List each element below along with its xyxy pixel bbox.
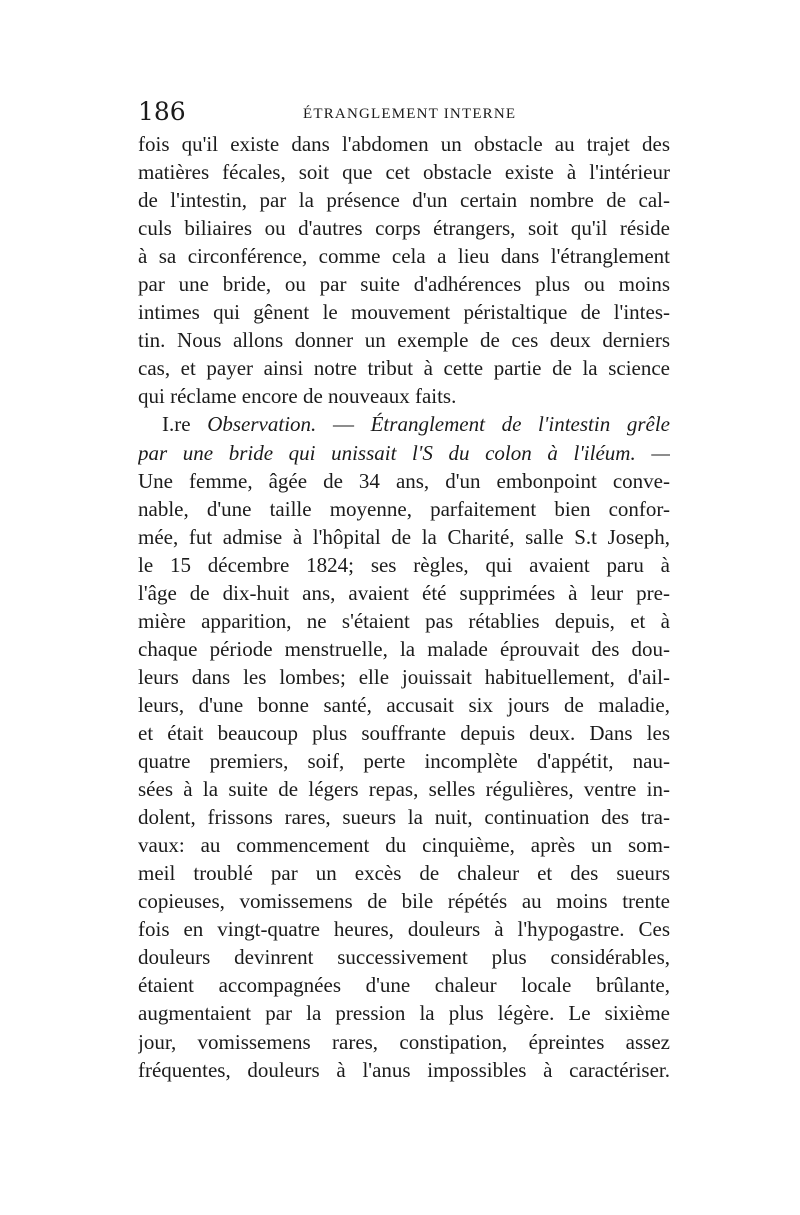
text-line: chaque période menstruelle, la malade éprouvait des dou- bbox=[138, 636, 670, 661]
text-line: fois en vingt-quatre heures, douleurs à l'hypogastre. Ces bbox=[138, 917, 670, 942]
text-line: de l'intestin, par la présence d'un certain nombre de cal- bbox=[138, 188, 670, 213]
text-line: sées à la suite de légers repas, selles régulières, ventre in- bbox=[138, 777, 670, 802]
body-text bbox=[138, 130, 670, 1084]
text-line: mée, fut admise à l'hôpital de la Charité, salle S.t Joseph, bbox=[138, 524, 670, 549]
text-line: dolent, frissons rares, sueurs la nuit, continuation des tra- bbox=[138, 805, 670, 830]
page-number: 186 bbox=[138, 97, 186, 126]
text-line: leurs dans les lombes; elle jouissait habituellement, d'ail- bbox=[138, 664, 670, 689]
running-head bbox=[138, 97, 670, 127]
text-line: augmentaient par la pression la plus légère. Le sixième bbox=[138, 1001, 670, 1026]
observation-label: Observation. bbox=[207, 412, 317, 437]
observation-number: I.re bbox=[162, 412, 191, 437]
text-line: et était beaucoup plus souffrante depuis deux. Dans les bbox=[138, 720, 670, 745]
text-line: l'âge de dix-huit ans, avaient été supprimées à leur pre- bbox=[138, 580, 670, 605]
running-title: ÉTRANGLEMENT INTERNE bbox=[303, 106, 517, 122]
text-line: étaient accompagnées d'une chaleur locale brûlante, bbox=[138, 973, 670, 998]
text-line: intimes qui gênent le mouvement péristaltique de l'intes- bbox=[138, 300, 670, 325]
text-line: fréquentes, douleurs à l'anus impossibles à caractériser. bbox=[138, 1057, 670, 1082]
text-line: fois qu'il existe dans l'abdomen un obstacle au trajet des bbox=[138, 132, 670, 156]
text-line: leurs, d'une bonne santé, accusait six jours de maladie, bbox=[138, 692, 670, 717]
observation-heading bbox=[138, 410, 670, 438]
text-line: mière apparition, ne s'étaient pas rétablies depuis, et à bbox=[138, 608, 670, 633]
text-line: vaux: au commencement du cinquième, après un som- bbox=[138, 833, 670, 858]
text-line: meil troublé par un excès de chaleur et des sueurs bbox=[138, 861, 670, 886]
text-line: culs biliaires ou d'autres corps étrangers, soit qu'il réside bbox=[138, 216, 670, 241]
text-line: quatre premiers, soif, perte incomplète d'appétit, nau- bbox=[138, 749, 670, 774]
text-line: qui réclame encore de nouveaux faits. bbox=[138, 384, 457, 409]
text-line: par une bride, ou par suite d'adhérences plus ou moins bbox=[138, 272, 670, 297]
text-line: cas, et payer ainsi notre tribut à cette partie de la science bbox=[138, 356, 670, 381]
text-line: nable, d'une taille moyenne, parfaitement bien confor- bbox=[138, 496, 670, 521]
text-line: douleurs devinrent successivement plus considérables, bbox=[138, 945, 670, 970]
text-line: jour, vomissemens rares, constipation, épreintes assez bbox=[138, 1029, 670, 1054]
text-line: copieuses, vomissemens de bile répétés au moins trente bbox=[138, 889, 670, 914]
text-line: le 15 décembre 1824; ses règles, qui avaient paru à bbox=[138, 552, 670, 577]
text-line: à sa circonférence, comme cela a lieu dans l'étranglement bbox=[138, 244, 670, 269]
text-line: Une femme, âgée de 34 ans, d'un embonpoint conve- bbox=[138, 468, 670, 493]
text-line: matières fécales, soit que cet obstacle existe à l'intérieur bbox=[138, 160, 670, 185]
observation-title: Étranglement de l'intestin grêle bbox=[370, 412, 670, 437]
text-line: tin. Nous allons donner un exemple de ces deux derniers bbox=[138, 328, 670, 353]
observation-dash: — bbox=[332, 412, 354, 437]
text-line: par une bride qui unissait l'S du colon à l'iléum. — bbox=[138, 440, 670, 465]
